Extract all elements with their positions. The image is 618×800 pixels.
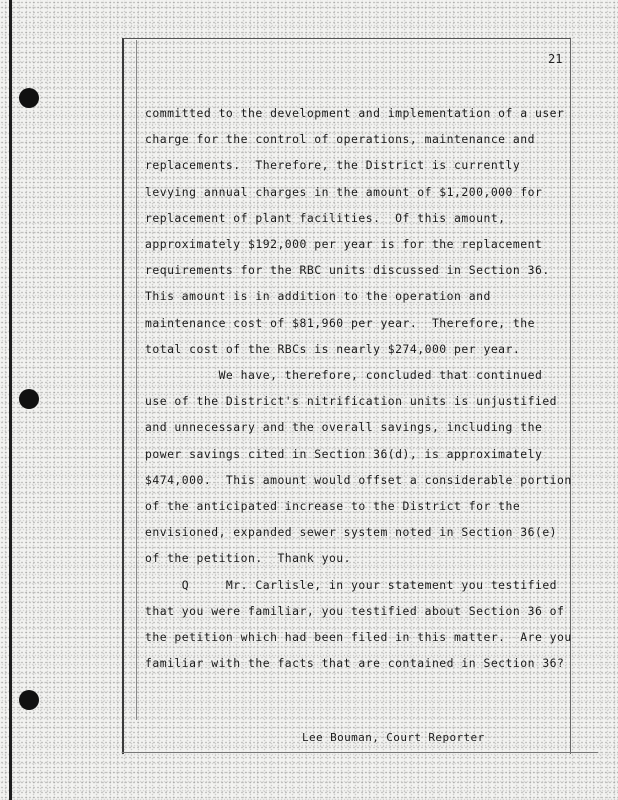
transcript-line: of the anticipated increase to the District for the [145, 499, 521, 513]
transcript-line: We have, therefore, concluded that continued [145, 368, 543, 382]
transcript-line: charge for the control of operations, maintenance and [145, 132, 535, 147]
transcript-line: and unnecessary and the overall savings, including the [145, 420, 543, 435]
transcript-line: This amount is in addition to the operation and [145, 289, 491, 304]
transcript-line: maintenance cost of $81,960 per year. Therefore, the [145, 315, 535, 330]
margin-rule [136, 40, 137, 720]
transcript-line: use of the District's nitrification units is unjustified [145, 394, 558, 409]
transcript-line: that you were familiar, you testified about Section 36 of [145, 603, 565, 618]
transcript-line: replacement of plant facilities. Of this amount, [145, 210, 506, 225]
transcript-line: envisioned, expanded sewer system noted in Section 36(e) [145, 525, 558, 540]
transcript-line: committed to the development and implementation of a user [145, 106, 565, 120]
page-bottom-edge [122, 752, 598, 753]
transcript-line: the petition which had been filed in this matter. Are you [145, 630, 572, 644]
transcript-line: Q Mr. Carlisle, in your statement you testified [145, 577, 558, 592]
punch-hole-top [19, 88, 39, 108]
transcript-line: replacements. Therefore, the District is currently [145, 158, 521, 173]
page-number: 21 [548, 52, 563, 66]
transcript-line: total cost of the RBCs is nearly $274,000 per year. [145, 341, 521, 356]
binding-edge [9, 0, 12, 800]
transcript-line: requirements for the RBC units discussed in Section 36. [145, 263, 550, 278]
transcript-line: familiar with the facts that are contained in Section 36? [145, 656, 565, 671]
transcript-line: $474,000. This amount would offset a considerable portion [145, 472, 572, 487]
transcript-line: approximately $192,000 per year is for the replacement [145, 237, 543, 251]
court-reporter-footer: Lee Bouman, Court Reporter [302, 731, 485, 744]
transcript-line: of the petition. Thank you. [145, 551, 352, 566]
transcript-line: power savings cited in Section 36(d), is approximately [145, 446, 543, 461]
transcript-line: levying annual charges in the amount of $1,200,000 for [145, 184, 543, 199]
punch-hole-bottom [19, 690, 39, 710]
punch-hole-middle [19, 389, 39, 409]
